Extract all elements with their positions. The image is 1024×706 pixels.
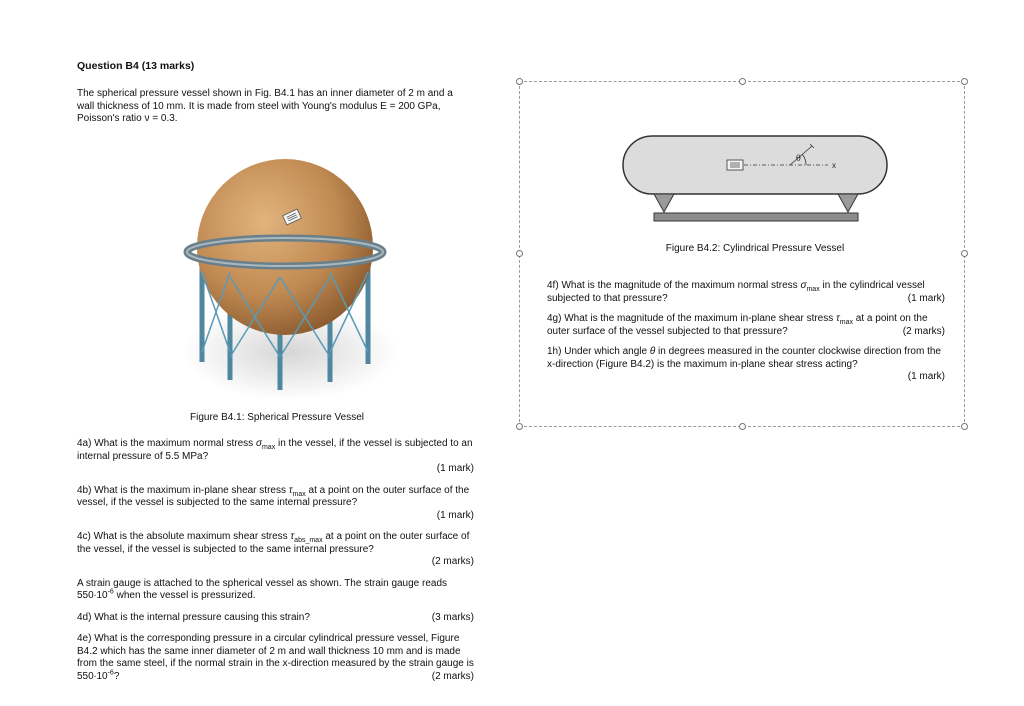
cylindrical-vessel-figure [620, 132, 890, 237]
intro-paragraph: The spherical pressure vessel shown in Fig. B4.1 has an inner diameter of 2 m and a wall thickness of 10 mm. It is made from steel with Young's modulus E = 200 GPa, Poisson's ratio ν = 0.3. [77, 88, 453, 124]
question-4a: 4a) What is the maximum normal stress $\sigma_{max}$ in the vessel, if the vessel is subjected to an internal pressure of 5.5 MPa? (1 mark) [77, 438, 474, 474]
marks-4g: (2 marks) [902, 325, 945, 337]
figure2-selection-box[interactable] [519, 81, 965, 427]
marks-4f: (1 mark) [907, 292, 945, 304]
question-4c: 4c) What is the absolute maximum shear stress $\tau_{abs\_max}$ at a point on the outer surface of the vessel, if the vessel is subjected to the same internal pressure? (2 marks) [77, 531, 474, 567]
question-4f: 4f) What is the magnitude of the maximum normal stress $\sigma_{max}$ in the cylindrical vessel subjected to that pressure? (1 mark) [547, 280, 945, 304]
right-support [838, 194, 858, 212]
marks-4d: (3 marks) [431, 611, 474, 623]
resize-handle-bl[interactable] [516, 423, 523, 430]
marks-4a: (1 mark) [436, 463, 474, 474]
question-4d: (3 marks) 4d) What is the internal pressure causing this strain? [77, 611, 474, 623]
resize-handle-tl[interactable] [516, 78, 523, 85]
resize-handle-br[interactable] [961, 423, 968, 430]
resize-handle-tr[interactable] [961, 78, 968, 85]
marks-4e: (2 marks) [431, 670, 474, 682]
resize-handle-tc[interactable] [739, 78, 746, 85]
cylinder-strain-gauge-icon [727, 160, 743, 170]
question-4e: 4e) What is the corresponding pressure in a circular cylindrical pressure vessel, Figure B4.2 which has the same inner diameter of 2 m and wall thickness 10 mm and is made from the same steel, if the normal strain in the x-direction measured by the strain gauge is $550\cdot 10^{-6}$? (2 marks) [77, 633, 474, 682]
resize-handle-bc[interactable] [739, 423, 746, 430]
base-plate [654, 213, 858, 221]
marks-4c: (2 marks) [431, 556, 474, 567]
strain-gauge-paragraph: A strain gauge is attached to the spherical vessel as shown. The strain gauge reads $550\cdot 10^{-6}$ when the vessel is pressurized. [77, 577, 448, 601]
question-1h: 1h) Under which angle θ in degrees measured in the counter clockwise direction from the x-direction (Figure B4.2) is the maximum in-plane shear stress acting? (1 mark) [547, 346, 945, 382]
question-heading: Question B4 (13 marks) [77, 60, 195, 72]
marks-1h: (1 mark) [907, 371, 945, 382]
x-axis-label: x [832, 161, 836, 170]
figure1-caption: Figure B4.1: Spherical Pressure Vessel [190, 412, 364, 423]
theta-label: θ [796, 154, 801, 163]
figure2-caption: Figure B4.2: Cylindrical Pressure Vessel [665, 243, 845, 254]
spherical-vessel-figure [180, 152, 395, 404]
marks-4b: (1 mark) [436, 509, 474, 521]
question-4b: 4b) What is the maximum in-plane shear stress $\tau_{max}$ at a point on the outer surface of the vessel, if the vessel is subjected to the same internal pressure? (1 mark) [77, 484, 474, 521]
right-questions [547, 280, 945, 392]
question-4g: 4g) What is the magnitude of the maximum in-plane shear stress $\tau_{max}$ at a point on the outer surface of the vessel subjected to that pressure? (2 marks) [547, 313, 945, 337]
left-support [654, 194, 674, 212]
left-questions [77, 438, 474, 692]
